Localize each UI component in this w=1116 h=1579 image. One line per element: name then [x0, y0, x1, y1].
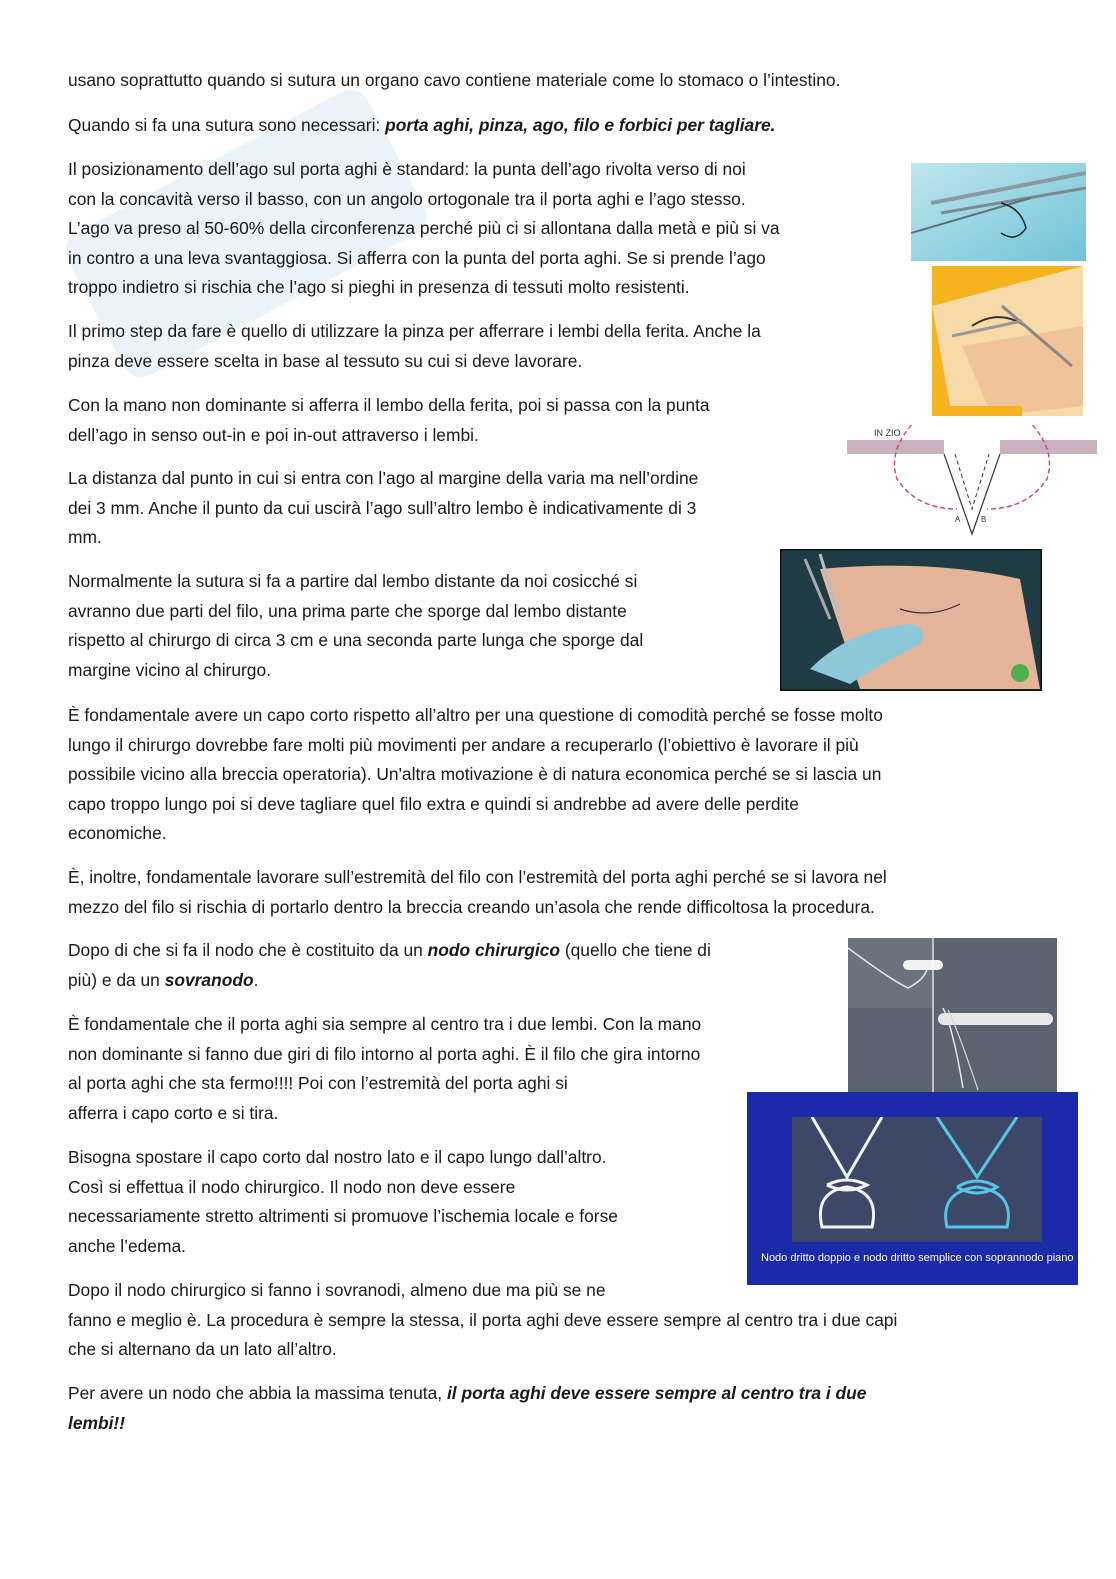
- paragraph-9: È, inoltre, fondamentale lavorare sull’estremità del filo con l’estremità del porta aghi perché se si lavora nel mezzo del filo si rischia di portarlo dentro la breccia creando un’asola che rende difficoltosa la procedura.: [68, 867, 887, 917]
- paragraph-7: Normalmente la sutura si fa a partire dal lembo distante da noi cosicché si avranno due parti del filo, una prima parte che sporge dal lembo distante rispetto al chirurgo di circa 3 cm e una seconda parte lunga che sporge dal margine vicino al chirurgo.: [68, 571, 644, 680]
- paragraph-4: Il primo step da fare è quello di utilizzare la pinza per afferrare i lembi della ferita. Anche la pinza deve essere scelta in base al tessuto su cui si deve lavorare.: [68, 321, 761, 371]
- suturing-photo: [932, 266, 1083, 416]
- paragraph-5: Con la mano non dominante si afferra il lembo della ferita, poi si passa con la punta dell’ago in senso out-in e poi in-out attraverso i lembi.: [68, 395, 710, 445]
- paragraph-2: Quando si fa una sutura sono necessari: porta aghi, pinza, ago, filo e forbici per tagliare.: [68, 115, 776, 135]
- needle-path-diagram: [847, 424, 1097, 539]
- knot-tying-photo: [848, 938, 1057, 1093]
- paragraph-8: È fondamentale avere un capo corto rispetto all’altro per una questione di comodità perché se fosse molto lungo il chirurgo dovrebbe fare molti più movimenti per andare a recuperarlo (l’obiettivo è lavorare il più possibile vicino alla breccia operatoria). Un'altra motivazione è di natura economica perché se si lascia un capo troppo lungo poi si deve tagliare quel filo extra e quindi si andrebbe ad avere delle perdite economiche.: [68, 705, 883, 844]
- paragraph-11: È fondamentale che il porta aghi sia sempre al centro tra i due lembi. Con la mano non dominante si fanno due giri di filo intorno al porta aghi. È il filo che gira intorno al porta aghi che sta fermo!!!! Poi con l’estremità del porta aghi si afferra i capo corto e si tira.: [68, 1014, 702, 1123]
- knot-comparison-image: [792, 1117, 1042, 1242]
- paragraph-14: Per avere un nodo che abbia la massima tenuta, il porta aghi deve essere sempre al centro tra i due lembi!!: [68, 1383, 867, 1433]
- paragraph-10: Dopo di che si fa il nodo che è costituito da un nodo chirurgico (quello che tiene di più) e da un sovranodo.: [68, 940, 711, 990]
- knot-comparison-slide: [747, 1092, 1078, 1285]
- paragraph-1: usano soprattutto quando si sutura un organo cavo contiene materiale come lo stomaco o l’intestino.: [68, 70, 841, 90]
- diagram-label-b: B: [981, 515, 987, 524]
- needle-holder-photo: [911, 163, 1086, 261]
- paragraph-3: Il posizionamento dell’ago sul porta aghi è standard: la punta dell’ago rivolta verso di noi con la concavità verso il basso, con un angolo ortogonale tra il porta aghi e l’ago stesso. L’ago va preso al 50-60% della circonferenza perché più ci si allontana dalla metà e più si va in contro a una leva svantaggiosa. Si afferra con la punta del porta aghi. Se si prende l’ago troppo indietro si rischia che l’ago si pieghi in presenza di tessuti molto resistenti.: [68, 159, 780, 298]
- gloved-hand-photo: [780, 549, 1042, 691]
- diagram-label-start: IN ZIO: [874, 428, 901, 438]
- paragraph-12: Bisogna spostare il capo corto dal nostro lato e il capo lungo dall’altro. Così si effettua il nodo chirurgico. Il nodo non deve essere necessariamente stretto altrimenti si promuove l’ischemia locale e forse anche l’edema.: [68, 1147, 618, 1256]
- paragraph-13: Dopo il nodo chirurgico si fanno i sovranodi, almeno due ma più se ne fanno e meglio è. La procedura è sempre la stessa, il porta aghi deve essere sempre al centro tra i due capi che si alternano da un lato all’altro.: [68, 1280, 898, 1360]
- knot-caption: Nodo dritto doppio e nodo dritto semplice con soprannodo piano: [761, 1252, 1074, 1264]
- diagram-label-a: A: [955, 515, 961, 524]
- paragraph-6: La distanza dal punto in cui si entra con l’ago al margine della varia ma nell’ordine dei 3 mm. Anche il punto da cui uscirà l’ago sull’altro lembo è indicativamente di 3 mm.: [68, 468, 699, 548]
